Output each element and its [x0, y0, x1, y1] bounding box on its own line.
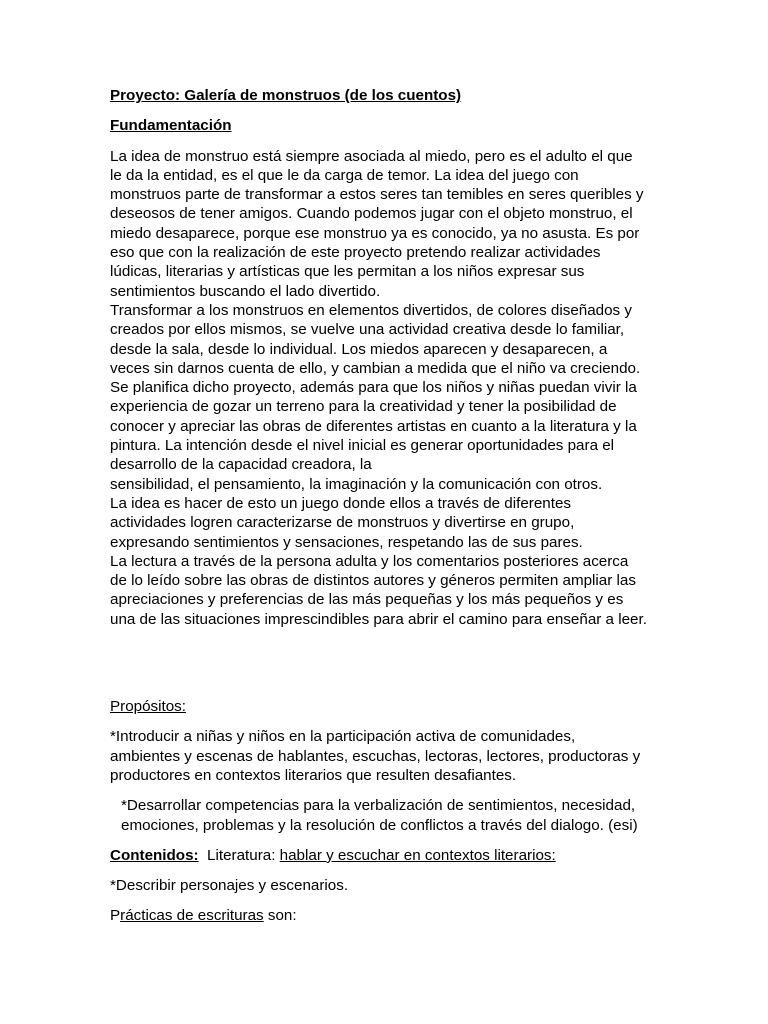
fundamentacion-text: [110, 147, 668, 629]
project-title: Proyecto: Galería de monstruos (de los cuentos): [110, 87, 462, 104]
text-line: La idea es hacer de esto un juego donde ellos a través de diferentes: [110, 494, 572, 512]
text-line: *Desarrollar competencias para la verbalización de sentimientos, necesidad,: [121, 797, 636, 815]
text-line: La idea de monstruo está siempre asociada al miedo, pero es el adulto el que: [110, 147, 633, 165]
text-line: experiencia de gozar un terreno para la creatividad y tener la posibilidad de: [110, 398, 617, 416]
text-line: eso que con la realización de este proyecto pretendo realizar actividades: [110, 244, 601, 262]
text-line: veces sin darnos cuenta de ello, y cambian a medida que el niño va creciendo.: [110, 359, 641, 377]
text-line: actividades logren caracterizarse de monstruos y divertirse en grupo,: [110, 514, 575, 532]
contenidos-line: [110, 846, 670, 865]
blank-space: [110, 629, 670, 697]
text-line: sensibilidad, el pensamiento, la imaginación y la comunicación con otros.: [110, 475, 603, 493]
text-line: Transformar a los monstruos en elementos divertidos, de colores diseñados y: [110, 301, 632, 319]
text-line: le da la entidad, es el que le da carga de temor. La idea del juego con: [110, 166, 579, 184]
text-line: miedo desaparece, porque ese monstruo ya es conocido, ya no asusta. Es por: [110, 224, 640, 242]
proposito-item-1: [110, 727, 670, 785]
section-heading-propositos: Propósitos:: [110, 698, 186, 716]
text-line: de lo leído sobre las obras de distintos autores y géneros permiten ampliar las: [110, 572, 636, 590]
text-line: creados por ellos mismos, se vuelve una actividad creativa desde lo familiar,: [110, 321, 625, 339]
text-line: emociones, problemas y la resolución de conflictos a través del dialogo. (esi): [121, 816, 638, 834]
practicas-line: [110, 906, 670, 925]
contenidos-topic: hablar y escuchar en contextos literarios:: [279, 846, 556, 864]
text-line: ambientes y escenas de hablantes, escuchas, lectoras, lectores, productoras y: [110, 747, 641, 765]
section-heading-fundamentacion: Fundamentación: [110, 117, 232, 135]
text-line: pintura. La intención desde el nivel inicial es generar oportunidades para el: [110, 437, 615, 455]
text-line: *Introducir a niñas y niños en la participación activa de comunidades,: [110, 728, 576, 746]
text-line: La lectura a través de la persona adulta y los comentarios posteriores acerca: [110, 552, 629, 570]
contenidos-area: Literatura:: [207, 846, 280, 864]
practicas-underlined: rácticas de escrituras: [120, 907, 264, 925]
proposito-item-2: [110, 796, 670, 835]
contenidos-item: *Describir personajes y escenarios.: [110, 877, 349, 895]
text-line: Se planifica dicho proyecto, además para que los niños y niñas puedan vivir la: [110, 379, 637, 397]
text-line: deseosos de tener amigos. Cuando podemos jugar con el objeto monstruo, el: [110, 205, 633, 223]
text-line: una de las situaciones imprescindibles para abrir el camino para enseñar a leer.: [110, 610, 647, 628]
text-line: monstruos parte de transformar a estos seres tan temibles en seres queribles y: [110, 186, 644, 204]
practicas-suffix: son:: [263, 907, 297, 925]
text-line: expresando sentimientos y sensaciones, respetando las de sus pares.: [110, 533, 583, 551]
text-line: sentimientos buscando el lado divertido.: [110, 282, 381, 300]
text-line: desarrollo de la capacidad creadora, la: [110, 456, 372, 474]
practicas-prefix: P: [110, 907, 121, 925]
contenidos-label: Contenidos:: [110, 846, 199, 864]
text-line: desde la sala, desde lo individual. Los miedos aparecen y desaparecen, a: [110, 340, 608, 358]
document-page: [110, 86, 670, 926]
text-line: productores en contextos literarios que resulten desafiantes.: [110, 766, 517, 784]
text-line: conocer y apreciar las obras de diferentes artistas en cuanto a la literatura y la: [110, 417, 637, 435]
text-line: lúdicas, literarias y artísticas que les permitan a los niños expresar sus: [110, 263, 585, 281]
text-line: apreciaciones y preferencias de las más pequeñas y los más pequeños y es: [110, 591, 624, 609]
